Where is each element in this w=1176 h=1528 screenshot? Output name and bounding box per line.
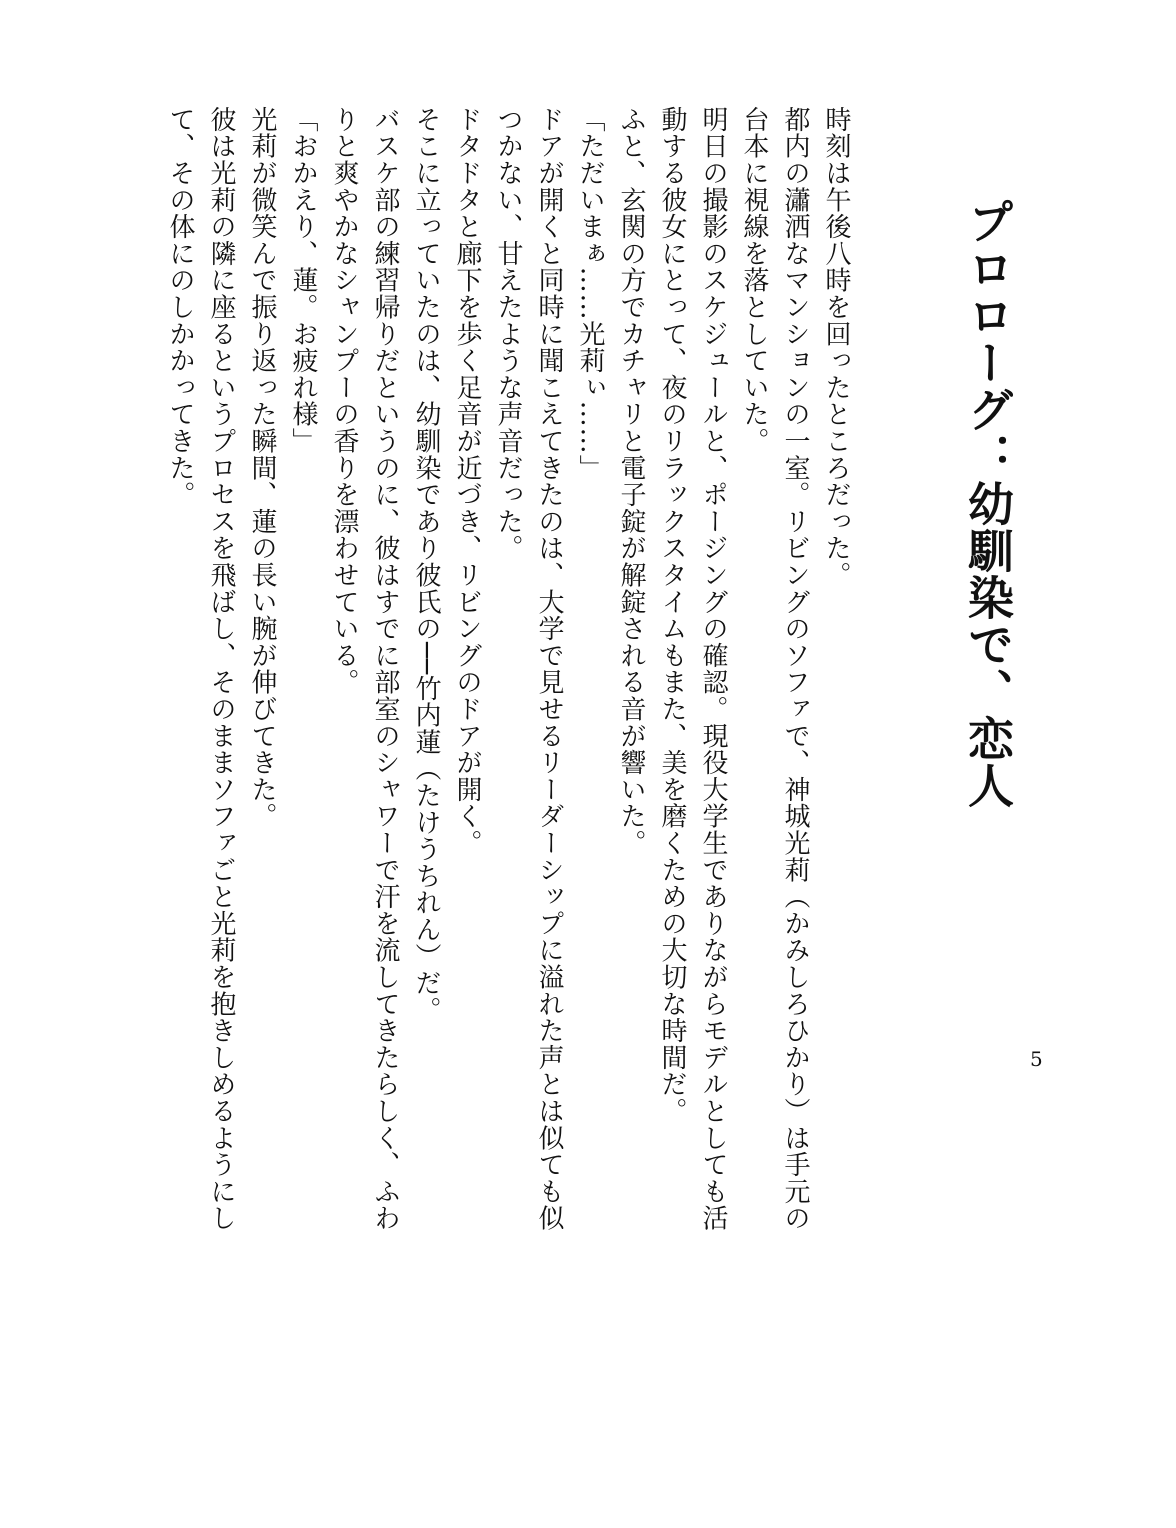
paragraph: 「おかえり、蓮。お疲れ様」	[288, 106, 318, 455]
page-number: 5	[1030, 1047, 1043, 1071]
paragraph: バスケ部の練習帰りだというのに、彼はすでに部室のシャワーで汗を流してきたらしく、ふわりと爽やかなシャンプーの香りを漂わせている。	[329, 106, 400, 1232]
body-text	[156, 106, 856, 1246]
paragraph: 光莉が微笑んで振り返った瞬間、蓮の長い腕が伸びてきた。	[247, 106, 277, 830]
paragraph: 「ただいまぁ……光莉ぃ……」	[575, 106, 605, 482]
paragraph: ふと、玄関の方でカチャリと電子錠が解錠される音が響いた。	[616, 106, 646, 857]
chapter-title: プロローグ：幼馴染で、恋人	[961, 198, 1015, 809]
paragraph: ドタドタと廊下を歩く足音が近づき、リビングのドアが開く。	[452, 106, 482, 857]
paragraph: 明日の撮影のスケジュールと、ポージングの確認。現役大学生でありながらモデルとしても活動する彼女にとって、夜のリラックスタイムもまた、美を磨くための大切な時間だ。	[657, 106, 728, 1232]
paragraph: 彼は光莉の隣に座るというプロセスを飛ばし、そのままソファごと光莉を抱きしめるようにして、その体にのしかかってきた。	[165, 106, 236, 1232]
paragraph: そこに立っていたのは、幼馴染であり彼氏の──竹内蓮（たけうちれん）だ。	[411, 106, 441, 1024]
paragraph: ドアが開くと同時に聞こえてきたのは、大学で見せるリーダーシップに溢れた声とは似ても似つかない、甘えたような声音だった。	[493, 106, 564, 1232]
paragraph: 時刻は午後八時を回ったところだった。	[821, 106, 851, 589]
paragraph: 都内の瀟洒なマンションの一室。リビングのソファで、神城光莉（かみしろひかり）は手元の台本に視線を落としていた。	[739, 106, 810, 1232]
